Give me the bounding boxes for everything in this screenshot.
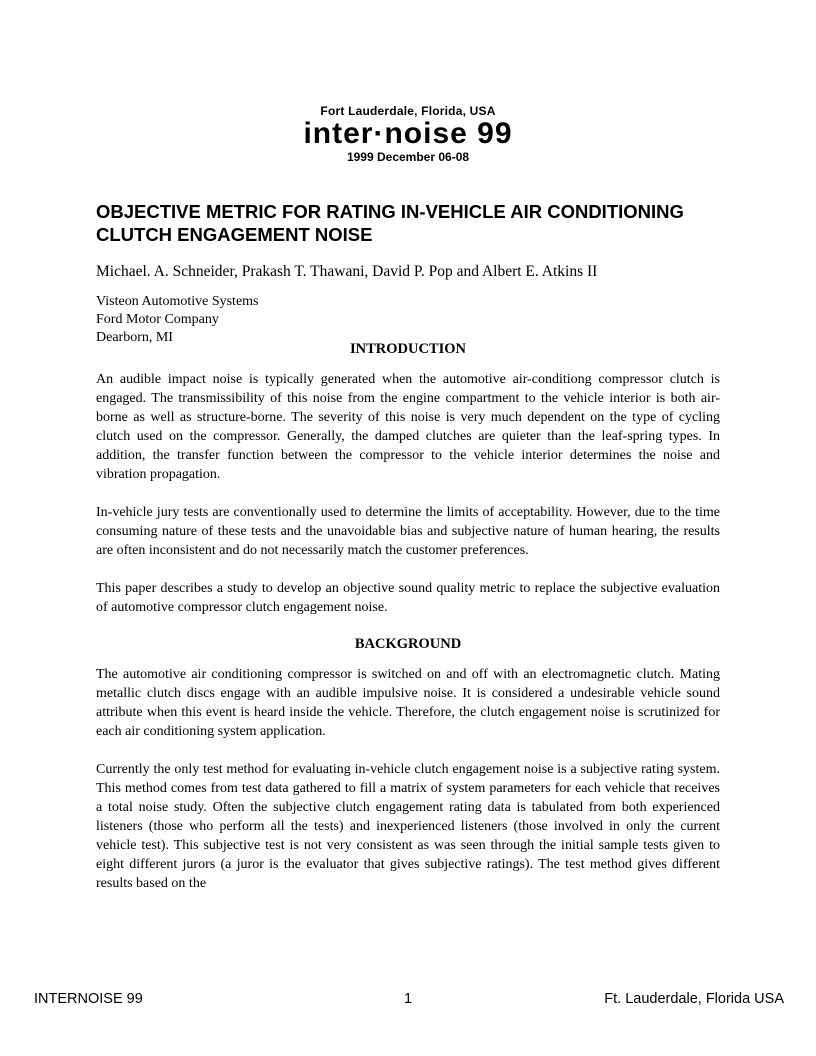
paragraph: An audible impact noise is typically generated when the automotive air-conditiong compressor clutch is engaged. The transmissibility of this noise from the engine compartment to the vehicle interior is both air-borne as well as structure-borne. The severity of this noise is very much dependent on the type of cycling clutch used on the compressor. Generally, the damped clutches are quieter than the leaf-spring types. In addition, the transfer function between the compressor to the vehicle interior determines the noise and vibration propagation. (96, 372, 720, 482)
conference-dates: 1999 December 06-08 (346, 150, 470, 164)
paragraph: The automotive air conditioning compressor is switched on and off with an electromagnetic clutch. Mating metallic clutch discs engage with an audible impulsive noise. It is considered a undesirable vehicle sound attribute when this event is heard inside the vehicle. Therefore, the clutch engagement noise is scrutinized for each air conditioning system application. (96, 667, 720, 739)
affiliation-line: Dearborn, MI (96, 330, 173, 345)
affiliation-line: Visteon Automotive Systems (96, 294, 259, 309)
section-heading-background: BACKGROUND (354, 636, 462, 652)
conference-location: Fort Lauderdale, Florida, USA (320, 104, 496, 118)
affiliation-line: Ford Motor Company (96, 312, 219, 327)
footer-conference-name: INTERNOISE 99 (34, 991, 143, 1007)
author-affiliation (96, 293, 720, 347)
paper-body (96, 200, 720, 893)
page-number: 1 (404, 991, 413, 1007)
paragraph: In-vehicle jury tests are conventionally used to determine the limits of acceptability. However, due to the time consuming nature of these tests and the unavoidable bias and subjective nature of human hearing, the results are often inconsistent and do not necessarily match the customer preferences. (96, 505, 720, 558)
section-heading-introduction: INTRODUCTION (349, 341, 466, 357)
paragraph: This paper describes a study to develop an objective sound quality metric to replace the subjective evaluation of automotive compressor clutch engagement noise. (96, 581, 720, 615)
conference-header (0, 104, 816, 164)
conference-logo: inter·noise 99 (303, 117, 513, 150)
paper-title: OBJECTIVE METRIC FOR RATING IN-VEHICLE AIR CONDITIONING CLUTCH ENGAGEMENT NOISE (96, 201, 684, 245)
footer-location: Ft. Lauderdale, Florida USA (604, 991, 784, 1007)
paragraph: Currently the only test method for evaluating in-vehicle clutch engagement noise is a subjective rating system. This method comes from test data gathered to fill a matrix of system parameters for each vehicle that receives a total noise study. Often the subjective clutch engagement rating data is tabulated from both experienced listeners (those who perform all the tests) and inexperienced listeners (those involved in only the current vehicle test). This subjective test is not very consistent as was seen through the initial sample tests given to eight different jurors (a juror is the evaluator that gives subjective ratings). The test method gives different results based on the (96, 762, 720, 891)
paper-authors: Michael. A. Schneider, Prakash T. Thawani, David P. Pop and Albert E. Atkins II (96, 263, 598, 280)
